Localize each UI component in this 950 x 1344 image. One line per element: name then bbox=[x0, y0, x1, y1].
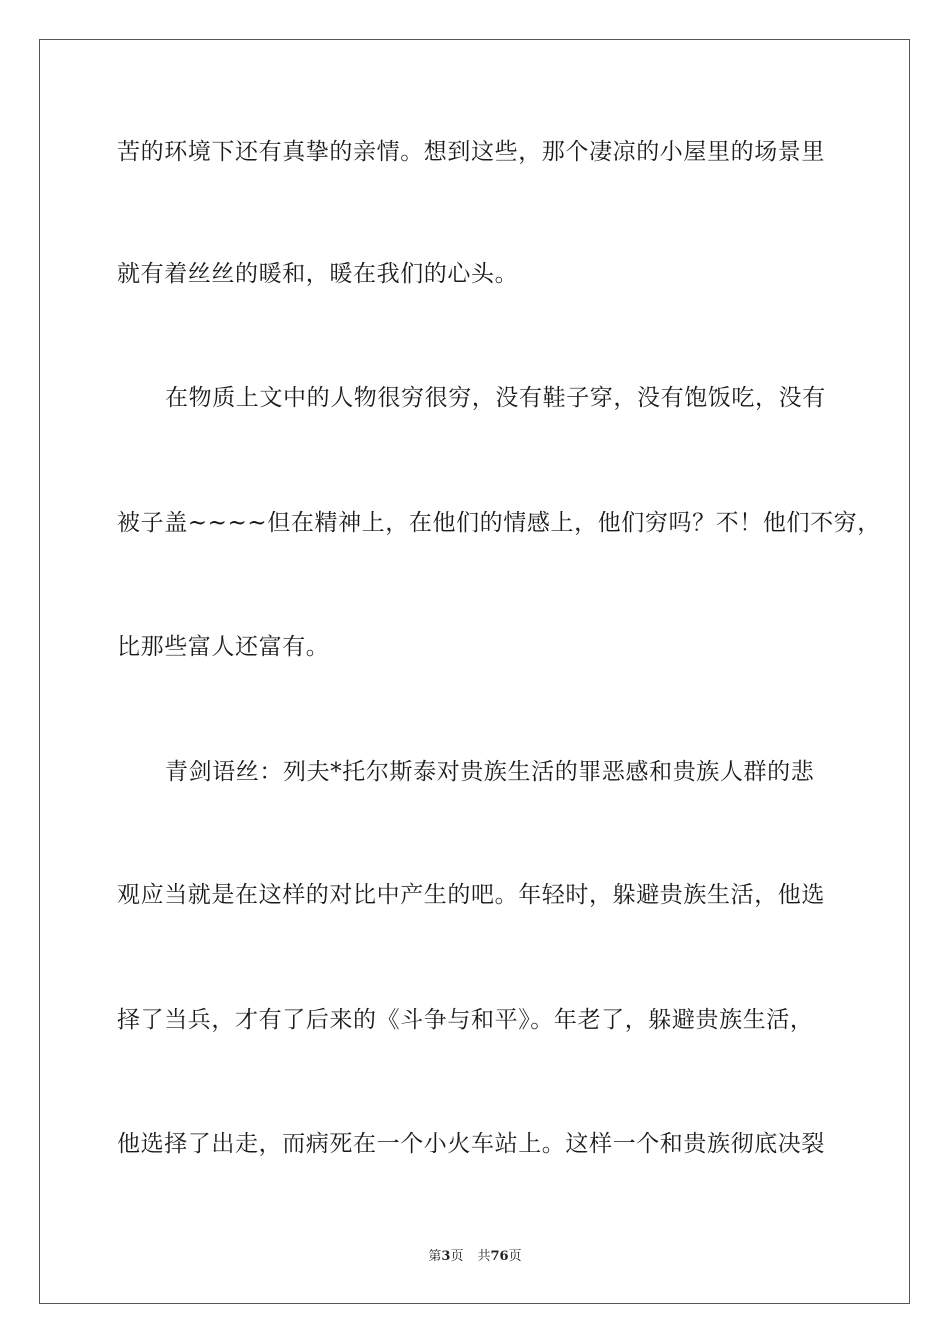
text-line-9: 他选择了出走，而病死在一个小火车站上。这样一个和贵族彻底决裂 bbox=[117, 1131, 825, 1157]
total-suffix: 页 bbox=[508, 1249, 522, 1264]
text-line-8: 择了当兵，才有了后来的《斗争与和平》。年老了，躲避贵族生活， bbox=[117, 1007, 814, 1033]
page-suffix: 页 bbox=[450, 1249, 464, 1264]
text-line-5: 比那些富人还富有。 bbox=[117, 634, 330, 660]
page-prefix: 第 bbox=[428, 1249, 442, 1264]
text-line-3: 在物质上文中的人物很穷很穷，没有鞋子穿，没有饱饭吃，没有 bbox=[165, 385, 826, 411]
page-number: 3 bbox=[441, 1249, 451, 1264]
page-border bbox=[39, 39, 910, 1304]
total-pages: 76 bbox=[490, 1249, 509, 1264]
text-line-1: 苦的环境下还有真挚的亲情。想到这些，那个凄凉的小屋里的场景里 bbox=[117, 139, 825, 165]
text-line-7: 观应当就是在这样的对比中产生的吧。年轻时，躲避贵族生活，他选 bbox=[117, 882, 825, 908]
page-footer bbox=[0, 1249, 950, 1265]
text-line-2: 就有着丝丝的暖和，暖在我们的心头。 bbox=[117, 261, 519, 287]
total-prefix: 共 bbox=[477, 1249, 491, 1264]
text-line-6: 青剑语丝：列夫*托尔斯泰对贵族生活的罪恶感和贵族人群的悲 bbox=[165, 759, 815, 785]
text-line-4: 被子盖~~~~但在精神上，在他们的情感上，他们穷吗？不！他们不穷， bbox=[117, 510, 881, 536]
